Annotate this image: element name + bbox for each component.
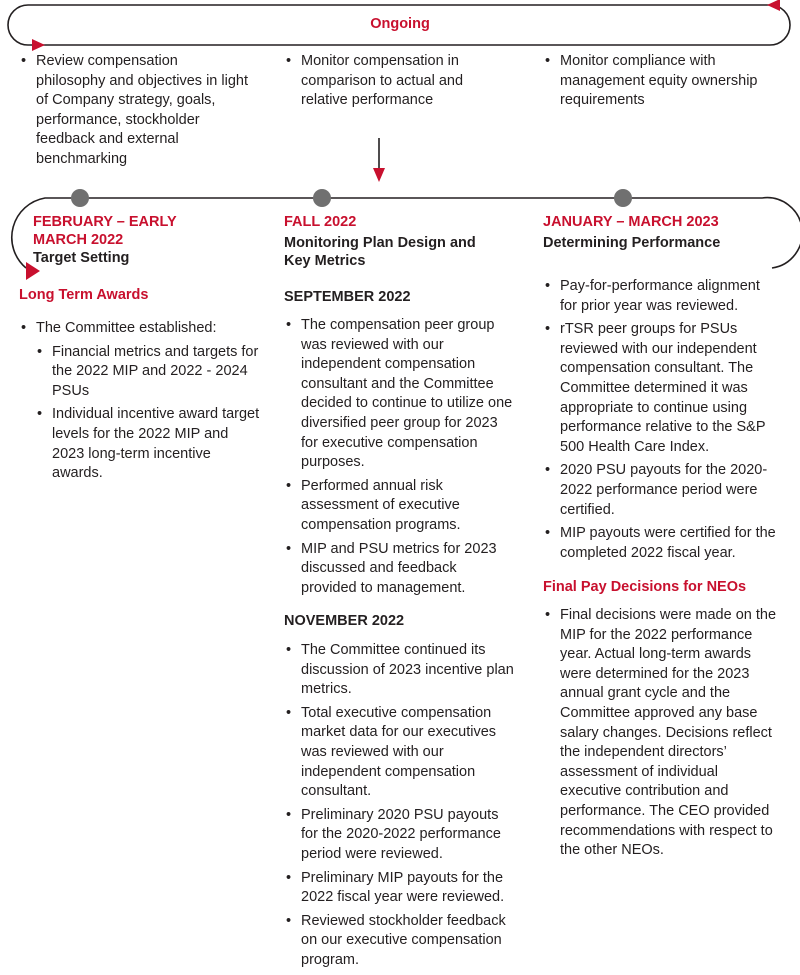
col2-date: FALL 2022 xyxy=(284,214,357,230)
list-item: • Financial metrics and targets for the 2022 MIP and 2022 - 2024 PSUs xyxy=(36,343,260,402)
col3-list xyxy=(544,277,780,567)
timeline-node-1 xyxy=(71,189,89,207)
col3-final-list xyxy=(544,606,780,865)
ongoing-list-2 xyxy=(285,52,505,115)
list-item: • Total executive compensation market data for our executives was reviewed with our independent compensation consultant. xyxy=(285,704,515,802)
col1-date: FEBRUARY – EARLY MARCH 2022 xyxy=(33,214,177,248)
col1-title: Target Setting xyxy=(33,250,130,266)
ongoing-arrow-left-icon xyxy=(32,39,45,51)
timeline-node-2 xyxy=(313,189,331,207)
col3-section-heading: Final Pay Decisions for NEOs xyxy=(543,579,747,595)
col3-date: JANUARY – MARCH 2023 xyxy=(543,214,719,230)
col2-nov-heading: NOVEMBER 2022 xyxy=(284,613,405,629)
list-item-text: The Committee established: xyxy=(36,320,217,336)
list-item: • Review compensation philosophy and objectives in light of Company strategy, goals, performance, stockholder feedback and external benchmarking xyxy=(20,52,250,170)
list-item: • Preliminary MIP payouts for the 2022 fiscal year were reviewed. xyxy=(285,869,515,908)
list-item: • Reviewed stockholder feedback on our executive compensation program. xyxy=(285,912,515,971)
list-item: • MIP payouts were certified for the completed 2022 fiscal year. xyxy=(544,524,780,563)
list-item: • Performed annual risk assessment of executive compensation programs. xyxy=(285,477,513,536)
col1-section-heading: Long Term Awards xyxy=(19,287,149,303)
down-arrow-icon xyxy=(373,168,385,182)
list-item: • MIP and PSU metrics for 2023 discussed and feedback provided to management. xyxy=(285,540,513,599)
col2-sep-list xyxy=(285,316,513,602)
ongoing-list-3 xyxy=(544,52,764,115)
col1-sublist xyxy=(36,343,260,484)
ongoing-arrow-top-icon xyxy=(767,0,780,11)
col2-nov-list xyxy=(285,641,515,975)
list-item: • Monitor compliance with management equity ownership requirements xyxy=(544,52,764,111)
col2-sep-heading: SEPTEMBER 2022 xyxy=(284,289,411,305)
list-item: • Preliminary 2020 PSU payouts for the 2020-2022 performance period were reviewed. xyxy=(285,806,515,865)
col2-header xyxy=(284,213,504,270)
list-item: • Monitor compensation in comparison to actual and relative performance xyxy=(285,52,505,111)
timeline-node-3 xyxy=(614,189,632,207)
ongoing-label: Ongoing xyxy=(370,16,430,32)
list-item: • 2020 PSU payouts for the 2020-2022 performance period were certified. xyxy=(544,461,780,520)
col2-title: Monitoring Plan Design and Key Metrics xyxy=(284,235,476,269)
col1-list xyxy=(20,319,260,488)
col1-header xyxy=(33,213,203,267)
ongoing-list-1 xyxy=(20,52,250,174)
col3-title: Determining Performance xyxy=(543,235,721,251)
list-item: • rTSR peer groups for PSUs reviewed with our independent compensation consultant. The Committee determined it was appropriate to continue using performance relative to the S&P 500 Health Care Index. xyxy=(544,320,780,457)
list-item: • Pay-for-performance alignment for prior year was reviewed. xyxy=(544,277,780,316)
col3-header xyxy=(543,213,773,252)
list-item xyxy=(20,319,260,484)
list-item: • The compensation peer group was reviewed with our independent compensation consultant and the Committee decided to continue to utilize one diversified peer group for 2023 for executive compensation purposes. xyxy=(285,316,513,473)
list-item: • Final decisions were made on the MIP for the 2022 performance year. Actual long-term awards were determined for the 2023 annual grant cycle and the Committee approved any base salary changes. Decisions reflect the independent directors’ assessment of individual executive contribution and performance. The CEO provided recommendations with respect to the other NEOs. xyxy=(544,606,780,861)
list-item: • The Committee continued its discussion of 2023 incentive plan metrics. xyxy=(285,641,515,700)
list-item: • Individual incentive award target levels for the 2022 MIP and 2023 long-term incentive awards. xyxy=(36,405,260,483)
